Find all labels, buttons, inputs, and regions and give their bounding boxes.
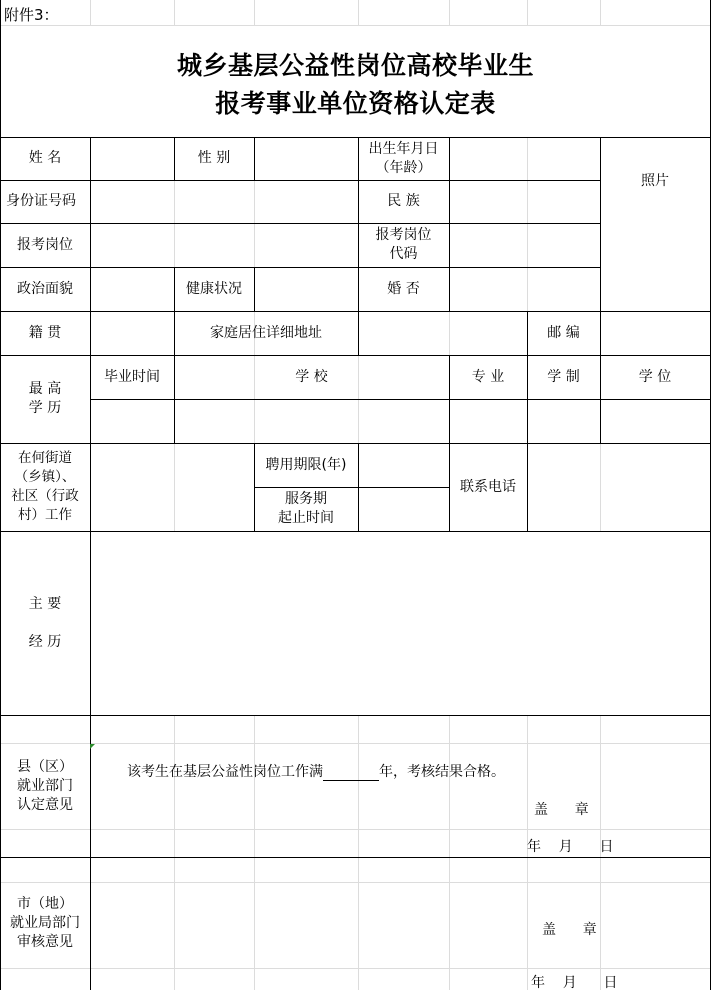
workplace-label: 在何街道 （乡镇）、 社区（行政 村）工作 [11, 450, 79, 523]
health-field[interactable] [255, 268, 358, 311]
ethnicity-label: 民 族 [387, 193, 420, 209]
duration-label: 学 制 [547, 368, 580, 385]
county-statement-text: 该考生在基层公益性岗位工作满 [127, 764, 323, 780]
origin-label: 籍 贯 [28, 324, 62, 341]
workplace-field[interactable] [91, 444, 254, 531]
table-line [0, 715, 711, 716]
address-label: 家庭居住详细地址 [210, 324, 322, 341]
position-code-field[interactable] [450, 224, 600, 267]
photo-box[interactable] [600, 137, 710, 313]
city-opinion-label: 市（地） 就业局部门 审核意见 [10, 896, 80, 950]
gridline [0, 829, 711, 830]
school-field[interactable] [175, 400, 449, 443]
ethnicity-field[interactable] [450, 181, 600, 223]
county-statement-end: 年，考核结果合格。 [379, 764, 505, 780]
address-field[interactable] [359, 312, 527, 355]
years-blank[interactable] [323, 766, 379, 781]
id-number-label: 身份证号码 [6, 193, 76, 209]
city-seal: 盖 章 [542, 922, 597, 938]
origin-field[interactable] [91, 312, 174, 355]
education-label: 最 高 学 历 [28, 381, 62, 416]
county-seal: 盖 章 [534, 802, 589, 818]
position-code-label: 报考岗位 代码 [375, 227, 432, 262]
county-date: 年 月 日 [527, 839, 614, 855]
page-title-line1: 城乡基层公益性岗位高校毕业生 [176, 51, 534, 80]
attachment-label: 附件3： [4, 6, 59, 24]
school-label: 学 校 [295, 368, 328, 385]
contract-period-field[interactable] [359, 444, 449, 487]
name-label: 姓 名 [28, 150, 62, 166]
grad-time-label: 毕业时间 [104, 368, 160, 385]
county-statement [127, 761, 505, 781]
duration-field[interactable] [528, 400, 600, 443]
city-date: 年 月 日 [531, 975, 618, 991]
service-period-label: 服务期 起止时间 [278, 491, 334, 526]
birth-label: 出生年月日 （年龄） [368, 140, 439, 176]
experience-label: 主 要 经 历 [28, 595, 62, 650]
birth-field[interactable] [450, 138, 600, 180]
page-title-line2: 报考事业单位资格认定表 [215, 89, 496, 118]
gridline [0, 743, 711, 744]
politics-field[interactable] [91, 268, 174, 311]
marital-label: 婚 否 [387, 280, 420, 297]
table-line [0, 857, 711, 858]
service-period-field[interactable] [359, 488, 449, 531]
degree-field[interactable] [601, 400, 710, 443]
position-label: 报考岗位 [17, 236, 73, 253]
gridline [0, 882, 711, 883]
politics-label: 政治面貌 [17, 280, 73, 297]
phone-label: 联系电话 [460, 478, 516, 495]
postcode-label: 邮 编 [547, 324, 580, 341]
phone-field[interactable] [528, 444, 710, 531]
grad-time-field[interactable] [91, 400, 174, 443]
gender-field[interactable] [255, 138, 358, 180]
id-number-field[interactable] [91, 181, 358, 223]
gridline [0, 968, 711, 969]
postcode-field[interactable] [601, 312, 710, 355]
experience-field[interactable] [91, 532, 710, 715]
degree-label: 学 位 [638, 368, 672, 385]
name-field[interactable] [91, 138, 174, 180]
major-field[interactable] [450, 400, 527, 443]
county-opinion-label: 县（区） 就业部门 认定意见 [17, 758, 73, 813]
contract-period-label: 聘用期限(年) [265, 456, 347, 473]
gender-label: 性 别 [197, 150, 231, 166]
cell-marker [90, 744, 95, 749]
marital-field[interactable] [450, 268, 600, 311]
health-label: 健康状况 [186, 280, 242, 297]
photo-label: 照片 [641, 172, 669, 189]
major-label: 专 业 [471, 368, 505, 385]
position-field[interactable] [91, 224, 358, 267]
